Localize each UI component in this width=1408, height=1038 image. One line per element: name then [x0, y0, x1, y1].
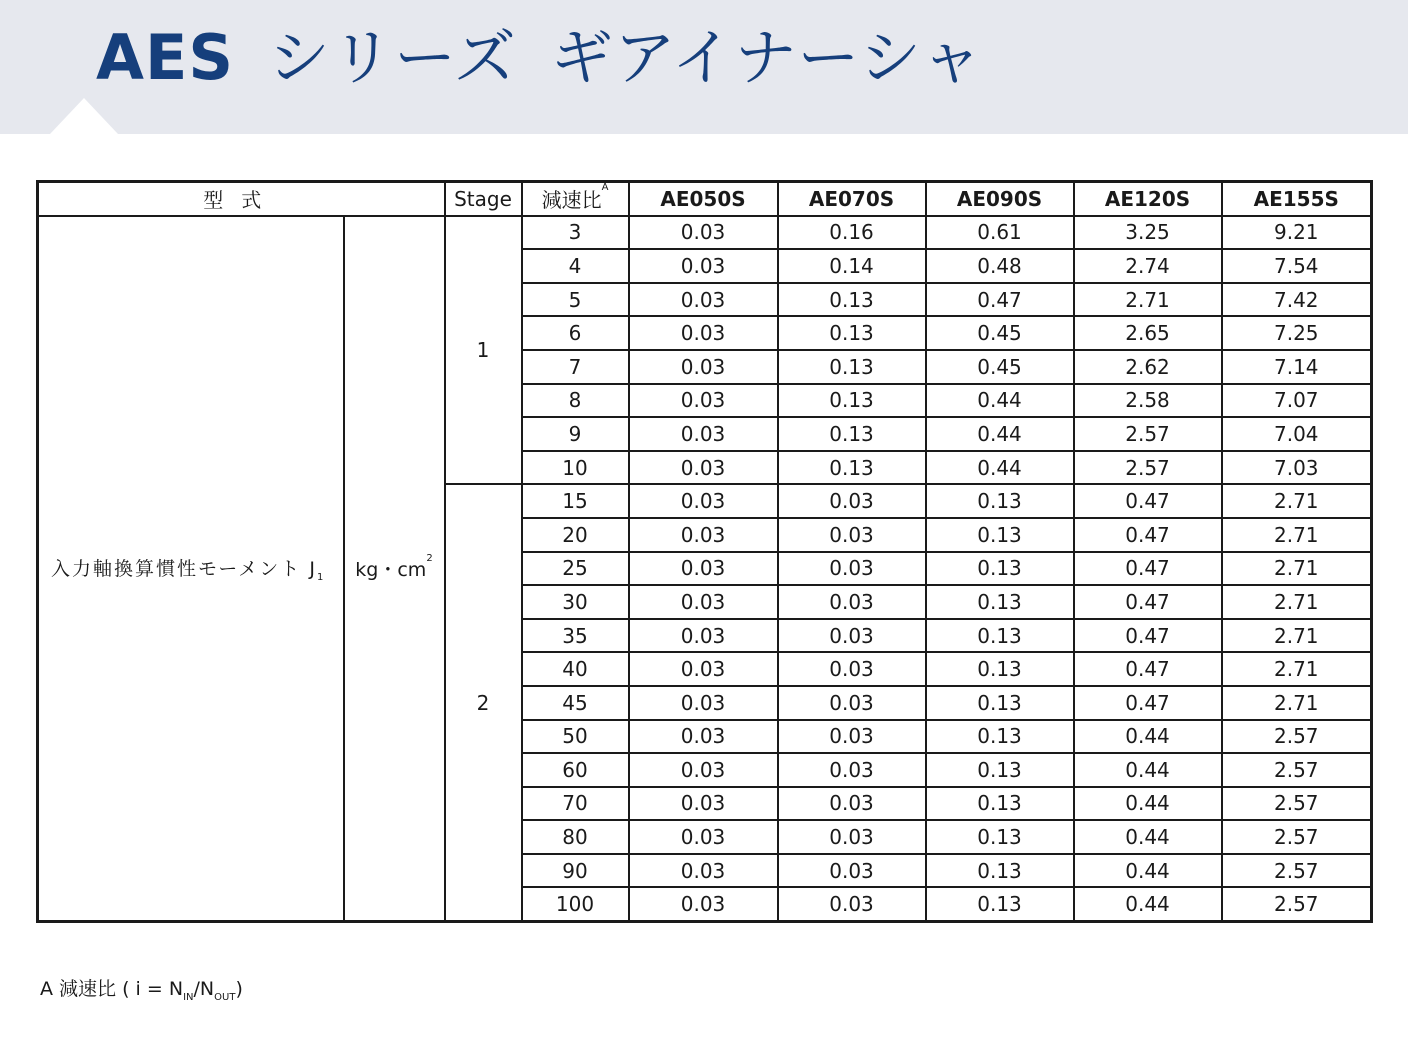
- value-cell-ae070s: 0.03: [778, 585, 926, 619]
- value-cell-ae120s: 0.44: [1074, 787, 1222, 821]
- table-row: [38, 216, 1372, 250]
- value-cell-ae155s: 2.71: [1222, 619, 1372, 653]
- header-type: 型式: [38, 182, 445, 216]
- value-cell-ae050s: 0.03: [629, 887, 778, 921]
- footnote-label: 減速比: [59, 978, 117, 1000]
- value-cell-ae050s: 0.03: [629, 350, 778, 384]
- value-cell-ae120s: 0.44: [1074, 854, 1222, 888]
- header-model-ae070s: AE070S: [778, 182, 926, 216]
- value-cell-ae120s: 0.47: [1074, 484, 1222, 518]
- stage-cell: 1: [445, 216, 522, 485]
- row-label-subscript: 1: [316, 571, 326, 583]
- value-cell-ae050s: 0.03: [629, 384, 778, 418]
- value-cell-ae050s: 0.03: [629, 585, 778, 619]
- value-cell-ae070s: 0.13: [778, 350, 926, 384]
- value-cell-ae090s: 0.13: [926, 652, 1074, 686]
- value-cell-ae090s: 0.13: [926, 686, 1074, 720]
- value-cell-ae050s: 0.03: [629, 787, 778, 821]
- ratio-cell: 45: [522, 686, 629, 720]
- value-cell-ae155s: 2.71: [1222, 518, 1372, 552]
- ratio-cell: 4: [522, 249, 629, 283]
- value-cell-ae155s: 2.57: [1222, 787, 1372, 821]
- value-cell-ae090s: 0.44: [926, 417, 1074, 451]
- value-cell-ae120s: 0.44: [1074, 753, 1222, 787]
- ratio-cell: 10: [522, 451, 629, 485]
- value-cell-ae070s: 0.03: [778, 820, 926, 854]
- value-cell-ae050s: 0.03: [629, 753, 778, 787]
- value-cell-ae120s: 2.57: [1074, 451, 1222, 485]
- value-cell-ae070s: 0.03: [778, 753, 926, 787]
- ratio-cell: 20: [522, 518, 629, 552]
- value-cell-ae070s: 0.14: [778, 249, 926, 283]
- value-cell-ae050s: 0.03: [629, 686, 778, 720]
- header-ratio-label: 減速比: [541, 188, 602, 213]
- row-label-text: 入力軸換算慣性モーメント J: [51, 557, 317, 580]
- value-cell-ae050s: 0.03: [629, 216, 778, 250]
- value-cell-ae070s: 0.03: [778, 686, 926, 720]
- header-model-ae050s: AE050S: [629, 182, 778, 216]
- value-cell-ae050s: 0.03: [629, 720, 778, 754]
- value-cell-ae070s: 0.03: [778, 484, 926, 518]
- value-cell-ae155s: 2.57: [1222, 753, 1372, 787]
- value-cell-ae050s: 0.03: [629, 249, 778, 283]
- ratio-cell: 5: [522, 283, 629, 317]
- value-cell-ae155s: 9.21: [1222, 216, 1372, 250]
- value-cell-ae155s: 2.57: [1222, 854, 1372, 888]
- title-code: AES: [96, 21, 234, 94]
- value-cell-ae155s: 2.71: [1222, 686, 1372, 720]
- value-cell-ae070s: 0.03: [778, 518, 926, 552]
- value-cell-ae120s: 0.44: [1074, 820, 1222, 854]
- unit-cell: [344, 216, 445, 922]
- value-cell-ae090s: 0.45: [926, 350, 1074, 384]
- ratio-cell: 70: [522, 787, 629, 821]
- value-cell-ae090s: 0.13: [926, 552, 1074, 586]
- value-cell-ae050s: 0.03: [629, 316, 778, 350]
- value-cell-ae090s: 0.13: [926, 518, 1074, 552]
- footnote: [40, 974, 243, 1003]
- value-cell-ae050s: 0.03: [629, 451, 778, 485]
- value-cell-ae090s: 0.13: [926, 820, 1074, 854]
- value-cell-ae120s: 2.58: [1074, 384, 1222, 418]
- value-cell-ae120s: 2.65: [1074, 316, 1222, 350]
- formula-in: IN: [183, 991, 194, 1003]
- value-cell-ae120s: 0.47: [1074, 652, 1222, 686]
- value-cell-ae120s: 0.44: [1074, 887, 1222, 921]
- ratio-cell: 30: [522, 585, 629, 619]
- value-cell-ae155s: 7.07: [1222, 384, 1372, 418]
- table-body: [38, 216, 1372, 922]
- value-cell-ae070s: 0.13: [778, 417, 926, 451]
- value-cell-ae090s: 0.44: [926, 384, 1074, 418]
- value-cell-ae120s: 0.47: [1074, 686, 1222, 720]
- ratio-cell: 25: [522, 552, 629, 586]
- ratio-cell: 40: [522, 652, 629, 686]
- value-cell-ae155s: 7.03: [1222, 451, 1372, 485]
- ratio-cell: 50: [522, 720, 629, 754]
- value-cell-ae050s: 0.03: [629, 820, 778, 854]
- value-cell-ae090s: 0.45: [926, 316, 1074, 350]
- row-label: [38, 216, 344, 922]
- page-title: [96, 20, 984, 96]
- title-kind: ギアイナーシャ: [550, 21, 984, 94]
- ratio-cell: 15: [522, 484, 629, 518]
- value-cell-ae120s: 0.47: [1074, 585, 1222, 619]
- header-model-ae155s: AE155S: [1222, 182, 1372, 216]
- value-cell-ae090s: 0.13: [926, 887, 1074, 921]
- formula-prefix: ( i = N: [122, 978, 184, 1000]
- value-cell-ae070s: 0.16: [778, 216, 926, 250]
- value-cell-ae120s: 0.44: [1074, 720, 1222, 754]
- header-ratio-note: A: [601, 182, 609, 194]
- value-cell-ae155s: 2.71: [1222, 552, 1372, 586]
- header-ratio: [522, 182, 629, 216]
- value-cell-ae090s: 0.47: [926, 283, 1074, 317]
- value-cell-ae050s: 0.03: [629, 518, 778, 552]
- value-cell-ae155s: 2.71: [1222, 652, 1372, 686]
- value-cell-ae155s: 7.25: [1222, 316, 1372, 350]
- value-cell-ae090s: 0.13: [926, 619, 1074, 653]
- ratio-cell: 60: [522, 753, 629, 787]
- value-cell-ae070s: 0.03: [778, 854, 926, 888]
- value-cell-ae050s: 0.03: [629, 854, 778, 888]
- value-cell-ae155s: 2.57: [1222, 720, 1372, 754]
- footnote-formula: [122, 978, 243, 1003]
- banner-notch: [50, 98, 118, 134]
- value-cell-ae070s: 0.13: [778, 384, 926, 418]
- value-cell-ae070s: 0.03: [778, 619, 926, 653]
- value-cell-ae155s: 2.71: [1222, 585, 1372, 619]
- value-cell-ae120s: 2.62: [1074, 350, 1222, 384]
- title-banner: [0, 0, 1408, 134]
- value-cell-ae070s: 0.03: [778, 552, 926, 586]
- ratio-cell: 80: [522, 820, 629, 854]
- header-model-ae120s: AE120S: [1074, 182, 1222, 216]
- value-cell-ae070s: 0.13: [778, 451, 926, 485]
- stage-cell: 2: [445, 484, 522, 921]
- value-cell-ae050s: 0.03: [629, 484, 778, 518]
- value-cell-ae070s: 0.13: [778, 283, 926, 317]
- value-cell-ae120s: 2.57: [1074, 417, 1222, 451]
- ratio-cell: 6: [522, 316, 629, 350]
- value-cell-ae090s: 0.13: [926, 787, 1074, 821]
- ratio-cell: 35: [522, 619, 629, 653]
- ratio-cell: 100: [522, 887, 629, 921]
- value-cell-ae090s: 0.13: [926, 753, 1074, 787]
- value-cell-ae050s: 0.03: [629, 619, 778, 653]
- value-cell-ae155s: 7.54: [1222, 249, 1372, 283]
- ratio-cell: 90: [522, 854, 629, 888]
- value-cell-ae090s: 0.44: [926, 451, 1074, 485]
- value-cell-ae155s: 7.42: [1222, 283, 1372, 317]
- value-cell-ae070s: 0.03: [778, 787, 926, 821]
- header-row: [38, 182, 1372, 216]
- footnote-mark: A: [40, 978, 53, 1000]
- value-cell-ae120s: 0.47: [1074, 619, 1222, 653]
- value-cell-ae050s: 0.03: [629, 652, 778, 686]
- unit-superscript: 2: [426, 552, 433, 564]
- value-cell-ae155s: 2.71: [1222, 484, 1372, 518]
- value-cell-ae155s: 7.14: [1222, 350, 1372, 384]
- value-cell-ae070s: 0.03: [778, 887, 926, 921]
- header-stage: Stage: [445, 182, 522, 216]
- value-cell-ae120s: 2.74: [1074, 249, 1222, 283]
- value-cell-ae090s: 0.13: [926, 720, 1074, 754]
- value-cell-ae120s: 2.71: [1074, 283, 1222, 317]
- value-cell-ae155s: 2.57: [1222, 887, 1372, 921]
- value-cell-ae050s: 0.03: [629, 417, 778, 451]
- ratio-cell: 8: [522, 384, 629, 418]
- value-cell-ae050s: 0.03: [629, 283, 778, 317]
- formula-suffix: ): [235, 978, 243, 1000]
- header-model-ae090s: AE090S: [926, 182, 1074, 216]
- value-cell-ae090s: 0.61: [926, 216, 1074, 250]
- value-cell-ae070s: 0.03: [778, 720, 926, 754]
- ratio-cell: 3: [522, 216, 629, 250]
- formula-slash: /N: [193, 978, 215, 1000]
- ratio-cell: 9: [522, 417, 629, 451]
- value-cell-ae090s: 0.13: [926, 484, 1074, 518]
- value-cell-ae090s: 0.48: [926, 249, 1074, 283]
- value-cell-ae120s: 3.25: [1074, 216, 1222, 250]
- value-cell-ae155s: 2.57: [1222, 820, 1372, 854]
- inertia-table: [36, 180, 1373, 923]
- value-cell-ae155s: 7.04: [1222, 417, 1372, 451]
- value-cell-ae120s: 0.47: [1074, 552, 1222, 586]
- value-cell-ae090s: 0.13: [926, 854, 1074, 888]
- title-series: シリーズ: [268, 21, 517, 94]
- value-cell-ae120s: 0.47: [1074, 518, 1222, 552]
- value-cell-ae070s: 0.13: [778, 316, 926, 350]
- formula-out: OUT: [214, 991, 236, 1003]
- value-cell-ae050s: 0.03: [629, 552, 778, 586]
- value-cell-ae090s: 0.13: [926, 585, 1074, 619]
- unit-text: kg・cm: [355, 558, 427, 581]
- value-cell-ae070s: 0.03: [778, 652, 926, 686]
- ratio-cell: 7: [522, 350, 629, 384]
